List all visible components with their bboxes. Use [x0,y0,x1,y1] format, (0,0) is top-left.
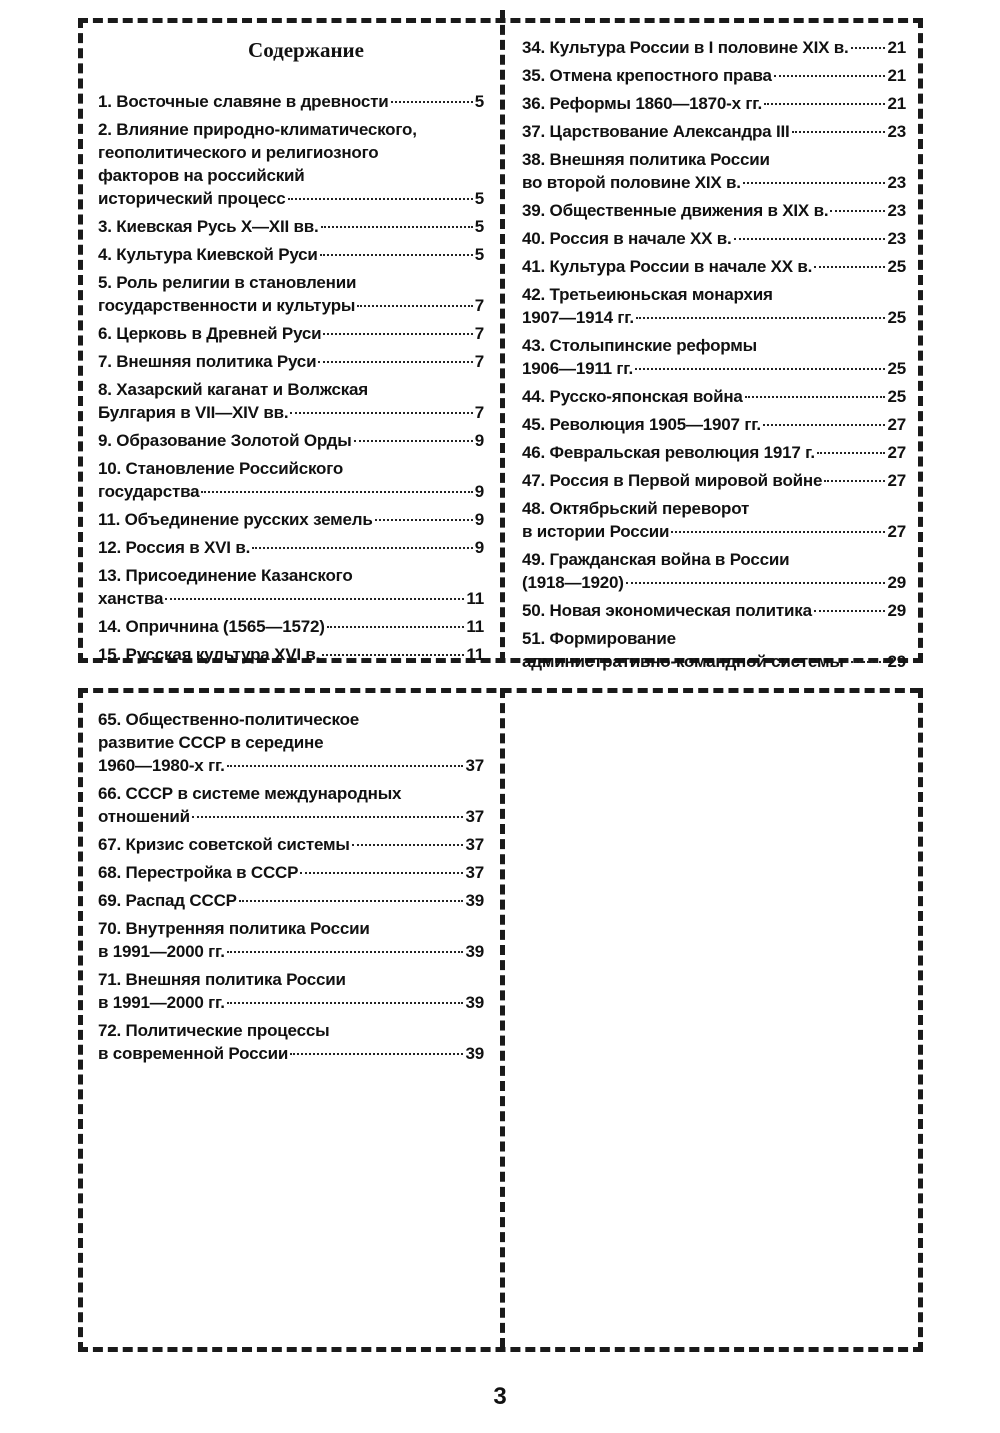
toc-entry-text: 41. Культура России в начале XX в. [522,257,813,276]
toc-page-number: 37 [465,756,484,775]
toc-page-number: 27 [887,522,906,541]
toc-entry-text: 1907—1914 гг. [522,308,634,327]
toc-dot-leader [227,1001,464,1004]
toc-entry-last-line [522,227,906,250]
toc-dot-leader [318,360,472,363]
toc-entry-text: отношений [98,807,190,826]
toc-entry [98,243,484,266]
toc-entry-last-line [98,90,484,113]
toc-dot-leader [743,181,886,184]
toc-entry [522,334,906,380]
toc-entry-line: 38. Внешняя политика России [522,150,770,169]
toc-entry-last-line [98,643,484,666]
toc-page-number: 7 [474,296,484,315]
toc-page-number: 7 [474,403,484,422]
toc-dot-leader [635,367,885,370]
toc-entry [98,643,484,666]
toc-entry-last-line [98,294,484,317]
toc-dot-leader [323,332,472,335]
toc-entry [98,271,484,317]
toc-entry-text: 46. Февральская революция 1917 г. [522,443,815,462]
toc-entry-text: 7. Внешняя политика Руси [98,352,317,371]
toc-entry-last-line [98,754,484,777]
toc-entry-text: 6. Церковь в Древней Руси [98,324,322,343]
toc-entry-last-line [522,413,906,436]
toc-entry-text: 9. Образование Золотой Орды [98,431,352,450]
toc-dot-leader [824,479,885,482]
toc-entry-line: 72. Политические процессы [98,1021,330,1040]
toc-entry-text: Булгария в VII—XIV вв. [98,403,289,422]
toc-dot-leader [734,237,886,240]
toc-page-number: 27 [887,471,906,490]
toc-entry-line: 48. Октябрьский переворот [522,499,750,518]
toc-entry-line: 43. Столыпинские реформы [522,336,757,355]
toc-dot-leader [774,74,886,77]
toc-page-number: 9 [474,482,484,501]
toc-entry-last-line [522,36,906,59]
toc-entry-last-line [98,805,484,828]
toc-page-number: 5 [474,217,484,236]
toc-page-number: 39 [465,942,484,961]
toc-entry-text: в современной России [98,1044,289,1063]
toc-entry [522,599,906,622]
toc-dot-leader [830,209,885,212]
toc-dot-leader [357,304,473,307]
toc-column-left-top [98,36,484,671]
toc-entry [98,350,484,373]
toc-entry-text: 44. Русско-японская война [522,387,743,406]
toc-page-number: 25 [887,359,906,378]
toc-entry-last-line [98,215,484,238]
toc-entry-last-line [522,120,906,143]
toc-column-right-top [522,36,906,678]
toc-dot-leader [227,764,464,767]
toc-entry-last-line [522,385,906,408]
toc-entry [98,536,484,559]
toc-entry-text: государства [98,482,200,501]
toc-entry-last-line [522,171,906,194]
toc-page-number: 23 [887,173,906,192]
toc-dot-leader [626,581,886,584]
toc-entry-last-line [98,429,484,452]
toc-entry-line: 13. Присоединение Казанского [98,566,353,585]
toc-entry-last-line [98,833,484,856]
toc-dot-leader [320,253,473,256]
toc-entry-text: 1906—1911 гг. [522,359,634,378]
toc-entry [98,615,484,638]
toc-page-number: 7 [474,324,484,343]
toc-page-number: 27 [887,415,906,434]
toc-entry-text: ханства [98,589,164,608]
toc-entry-last-line [522,306,906,329]
toc-dot-leader [671,530,885,533]
toc-page-number: 11 [466,645,484,664]
toc-entry-last-line [98,350,484,373]
toc-entry-text: административно-командной системы [522,652,844,671]
toc-page-number: 21 [887,38,906,57]
toc-entry-text: государственности и культуры [98,296,356,315]
toc-entry-text: 47. Россия в Первой мировой войне [522,471,823,490]
toc-dot-leader [288,197,473,200]
toc-dot-leader [327,625,465,628]
toc-dot-leader [814,265,885,268]
toc-entry [98,457,484,503]
toc-page-number: 23 [887,201,906,220]
toc-entry-last-line [98,991,484,1014]
toc-entry-last-line [522,571,906,594]
toc-entry [522,64,906,87]
toc-entry-last-line [522,599,906,622]
toc-dot-leader [764,102,885,105]
toc-entry [98,118,484,210]
toc-entry-text: 39. Общественные движения в XIX в. [522,201,829,220]
toc-dot-leader [252,546,473,549]
toc-entry [98,861,484,884]
toc-page-number: 11 [466,617,484,636]
toc-entry-last-line [98,322,484,345]
toc-entry-last-line [522,520,906,543]
toc-entry-text: 69. Распад СССР [98,891,237,910]
toc-entry [98,917,484,963]
toc-dot-leader [814,609,886,612]
toc-entry-text: 45. Революция 1905—1907 гг. [522,415,761,434]
toc-entry-last-line [522,469,906,492]
toc-entry-last-line [98,861,484,884]
toc-entry-text: 3. Киевская Русь X—XII вв. [98,217,319,236]
toc-entry-text: 14. Опричнина (1565—1572) [98,617,325,636]
toc-entry [98,968,484,1014]
toc-page-number: 39 [465,1044,484,1063]
toc-entry-last-line [98,480,484,503]
toc-entry-text: 34. Культура России в I половине XIX в. [522,38,849,57]
toc-entry [98,833,484,856]
toc-entry-last-line [98,587,484,610]
toc-entry-line: развитие СССР в середине [98,733,324,752]
toc-entry-last-line [522,357,906,380]
toc-dot-leader [391,100,473,103]
toc-page-number: 29 [887,601,906,620]
toc-entry-last-line [98,536,484,559]
toc-entry-last-line [522,199,906,222]
toc-dot-leader [290,1052,463,1055]
toc-entry [98,1019,484,1065]
toc-entry [98,782,484,828]
toc-dot-leader [636,316,886,319]
toc-entry-line: геополитического и религиозного [98,143,379,162]
toc-entry [522,227,906,250]
toc-page-number: 37 [465,835,484,854]
toc-page-number: 37 [465,807,484,826]
toc-dot-leader [352,843,464,846]
toc-entry [522,413,906,436]
toc-entry [522,120,906,143]
toc-entry-text: 50. Новая экономическая политика [522,601,812,620]
toc-dot-leader [192,815,464,818]
toc-entry-last-line [98,940,484,963]
toc-entry-text: 1960—1980-х гг. [98,756,225,775]
toc-entry [522,199,906,222]
toc-entry-text: 11. Объединение русских земель [98,510,373,529]
toc-page-number: 25 [887,387,906,406]
toc-dot-leader [290,411,472,414]
toc-entry-text: 4. Культура Киевской Руси [98,245,318,264]
toc-entry-line: 10. Становление Российского [98,459,344,478]
toc-entry-last-line [98,889,484,912]
toc-entry-last-line [522,64,906,87]
toc-page-number: 25 [887,308,906,327]
toc-page-number: 37 [465,863,484,882]
toc-entry-line: факторов на российский [98,166,305,185]
toc-page-number: 21 [887,94,906,113]
toc-entry-text: 67. Кризис советской системы [98,835,350,854]
toc-entry-text: 36. Реформы 1860—1870-х гг. [522,94,762,113]
toc-page-number: 11 [466,589,484,608]
toc-entry [522,148,906,194]
toc-entry [522,283,906,329]
toc-dot-leader [165,597,464,600]
toc-page-number: 5 [474,92,484,111]
toc-entry-text: 37. Царствование Александра III [522,122,790,141]
toc-entry [522,36,906,59]
toc-dot-leader [792,130,886,133]
toc-entry [98,378,484,424]
toc-page-number: 39 [465,993,484,1012]
toc-dot-leader [851,46,886,49]
toc-entry-last-line [98,508,484,531]
toc-dot-leader [227,950,464,953]
toc-entry [522,92,906,115]
cut-line-vertical [500,10,505,662]
page-number: 3 [493,1383,507,1410]
toc-entry [522,385,906,408]
toc-page-number: 25 [887,257,906,276]
toc-dot-leader [322,653,464,656]
toc-entry [98,215,484,238]
toc-page-number: 23 [887,122,906,141]
toc-entry [522,548,906,594]
toc-entry [522,441,906,464]
toc-entry [522,255,906,278]
toc-entry [98,508,484,531]
toc-entry [522,627,906,673]
toc-entry [98,889,484,912]
toc-dot-leader [817,451,886,454]
toc-dot-leader [201,490,472,493]
toc-entry-last-line [98,187,484,210]
toc-entry-text: 35. Отмена крепостного права [522,66,772,85]
toc-entry-text: 1. Восточные славяне в древности [98,92,389,111]
toc-page-number: 39 [465,891,484,910]
toc-entry-last-line [98,1042,484,1065]
toc-entry [522,497,906,543]
toc-page-number: 23 [887,229,906,248]
toc-entry-last-line [522,650,906,673]
toc-title: Содержание [248,38,364,62]
toc-page-number: 5 [474,189,484,208]
toc-page-number: 29 [887,573,906,592]
toc-page-number: 7 [474,352,484,371]
toc-entry-line: 42. Третьеиюньская монархия [522,285,773,304]
toc-dot-leader [239,899,464,902]
toc-page-number: 9 [474,538,484,557]
toc-entry [98,564,484,610]
toc-entry [98,708,484,777]
toc-entry-line: 71. Внешняя политика России [98,970,346,989]
toc-page-number: 29 [887,652,906,671]
toc-entry-line: 5. Роль религии в становлении [98,273,357,292]
toc-dot-leader [763,423,886,426]
toc-entry-last-line [522,92,906,115]
toc-entry-text: во второй половине XIX в. [522,173,741,192]
toc-page-number: 9 [474,431,484,450]
toc-dot-leader [375,518,473,521]
toc-page-number: 21 [887,66,906,85]
toc-entry-last-line [98,243,484,266]
toc-page-number: 5 [474,245,484,264]
toc-entry-line: 8. Хазарский каганат и Волжская [98,380,369,399]
toc-entry-line: 66. СССР в системе международных [98,784,402,803]
toc-entry [98,90,484,113]
toc-entry [522,469,906,492]
toc-entry-text: исторический процесс [98,189,286,208]
toc-page-number: 9 [474,510,484,529]
toc-dot-leader [300,871,463,874]
toc-entry-last-line [522,441,906,464]
toc-entry-line: 70. Внутренняя политика России [98,919,370,938]
toc-entry-line: 65. Общественно-политическое [98,710,360,729]
toc-entry-last-line [98,401,484,424]
toc-entry-text: в истории России [522,522,670,541]
toc-entry [98,322,484,345]
toc-entry-last-line [98,615,484,638]
toc-entry-text: 12. Россия в XVI в. [98,538,251,557]
toc-dot-leader [745,395,886,398]
toc-entry [98,429,484,452]
toc-dot-leader [846,660,886,663]
toc-entry-text: 15. Русская культура XVI в. [98,645,321,664]
toc-entry-line: 49. Гражданская война в России [522,550,790,569]
toc-entry-text: (1918—1920) [522,573,624,592]
toc-entry-line: 51. Формирование [522,629,676,648]
toc-entry-line: 2. Влияние природно-климатического, [98,120,417,139]
toc-entry-text: 68. Перестройка в СССР [98,863,299,882]
toc-entry-text: в 1991—2000 гг. [98,993,225,1012]
toc-entry-text: в 1991—2000 гг. [98,942,225,961]
toc-entry-text: 40. Россия в начале XX в. [522,229,732,248]
toc-entry-last-line [522,255,906,278]
toc-column-left-bottom [98,708,484,1070]
toc-page-number: 27 [887,443,906,462]
toc-dot-leader [354,439,473,442]
toc-dot-leader [321,225,473,228]
